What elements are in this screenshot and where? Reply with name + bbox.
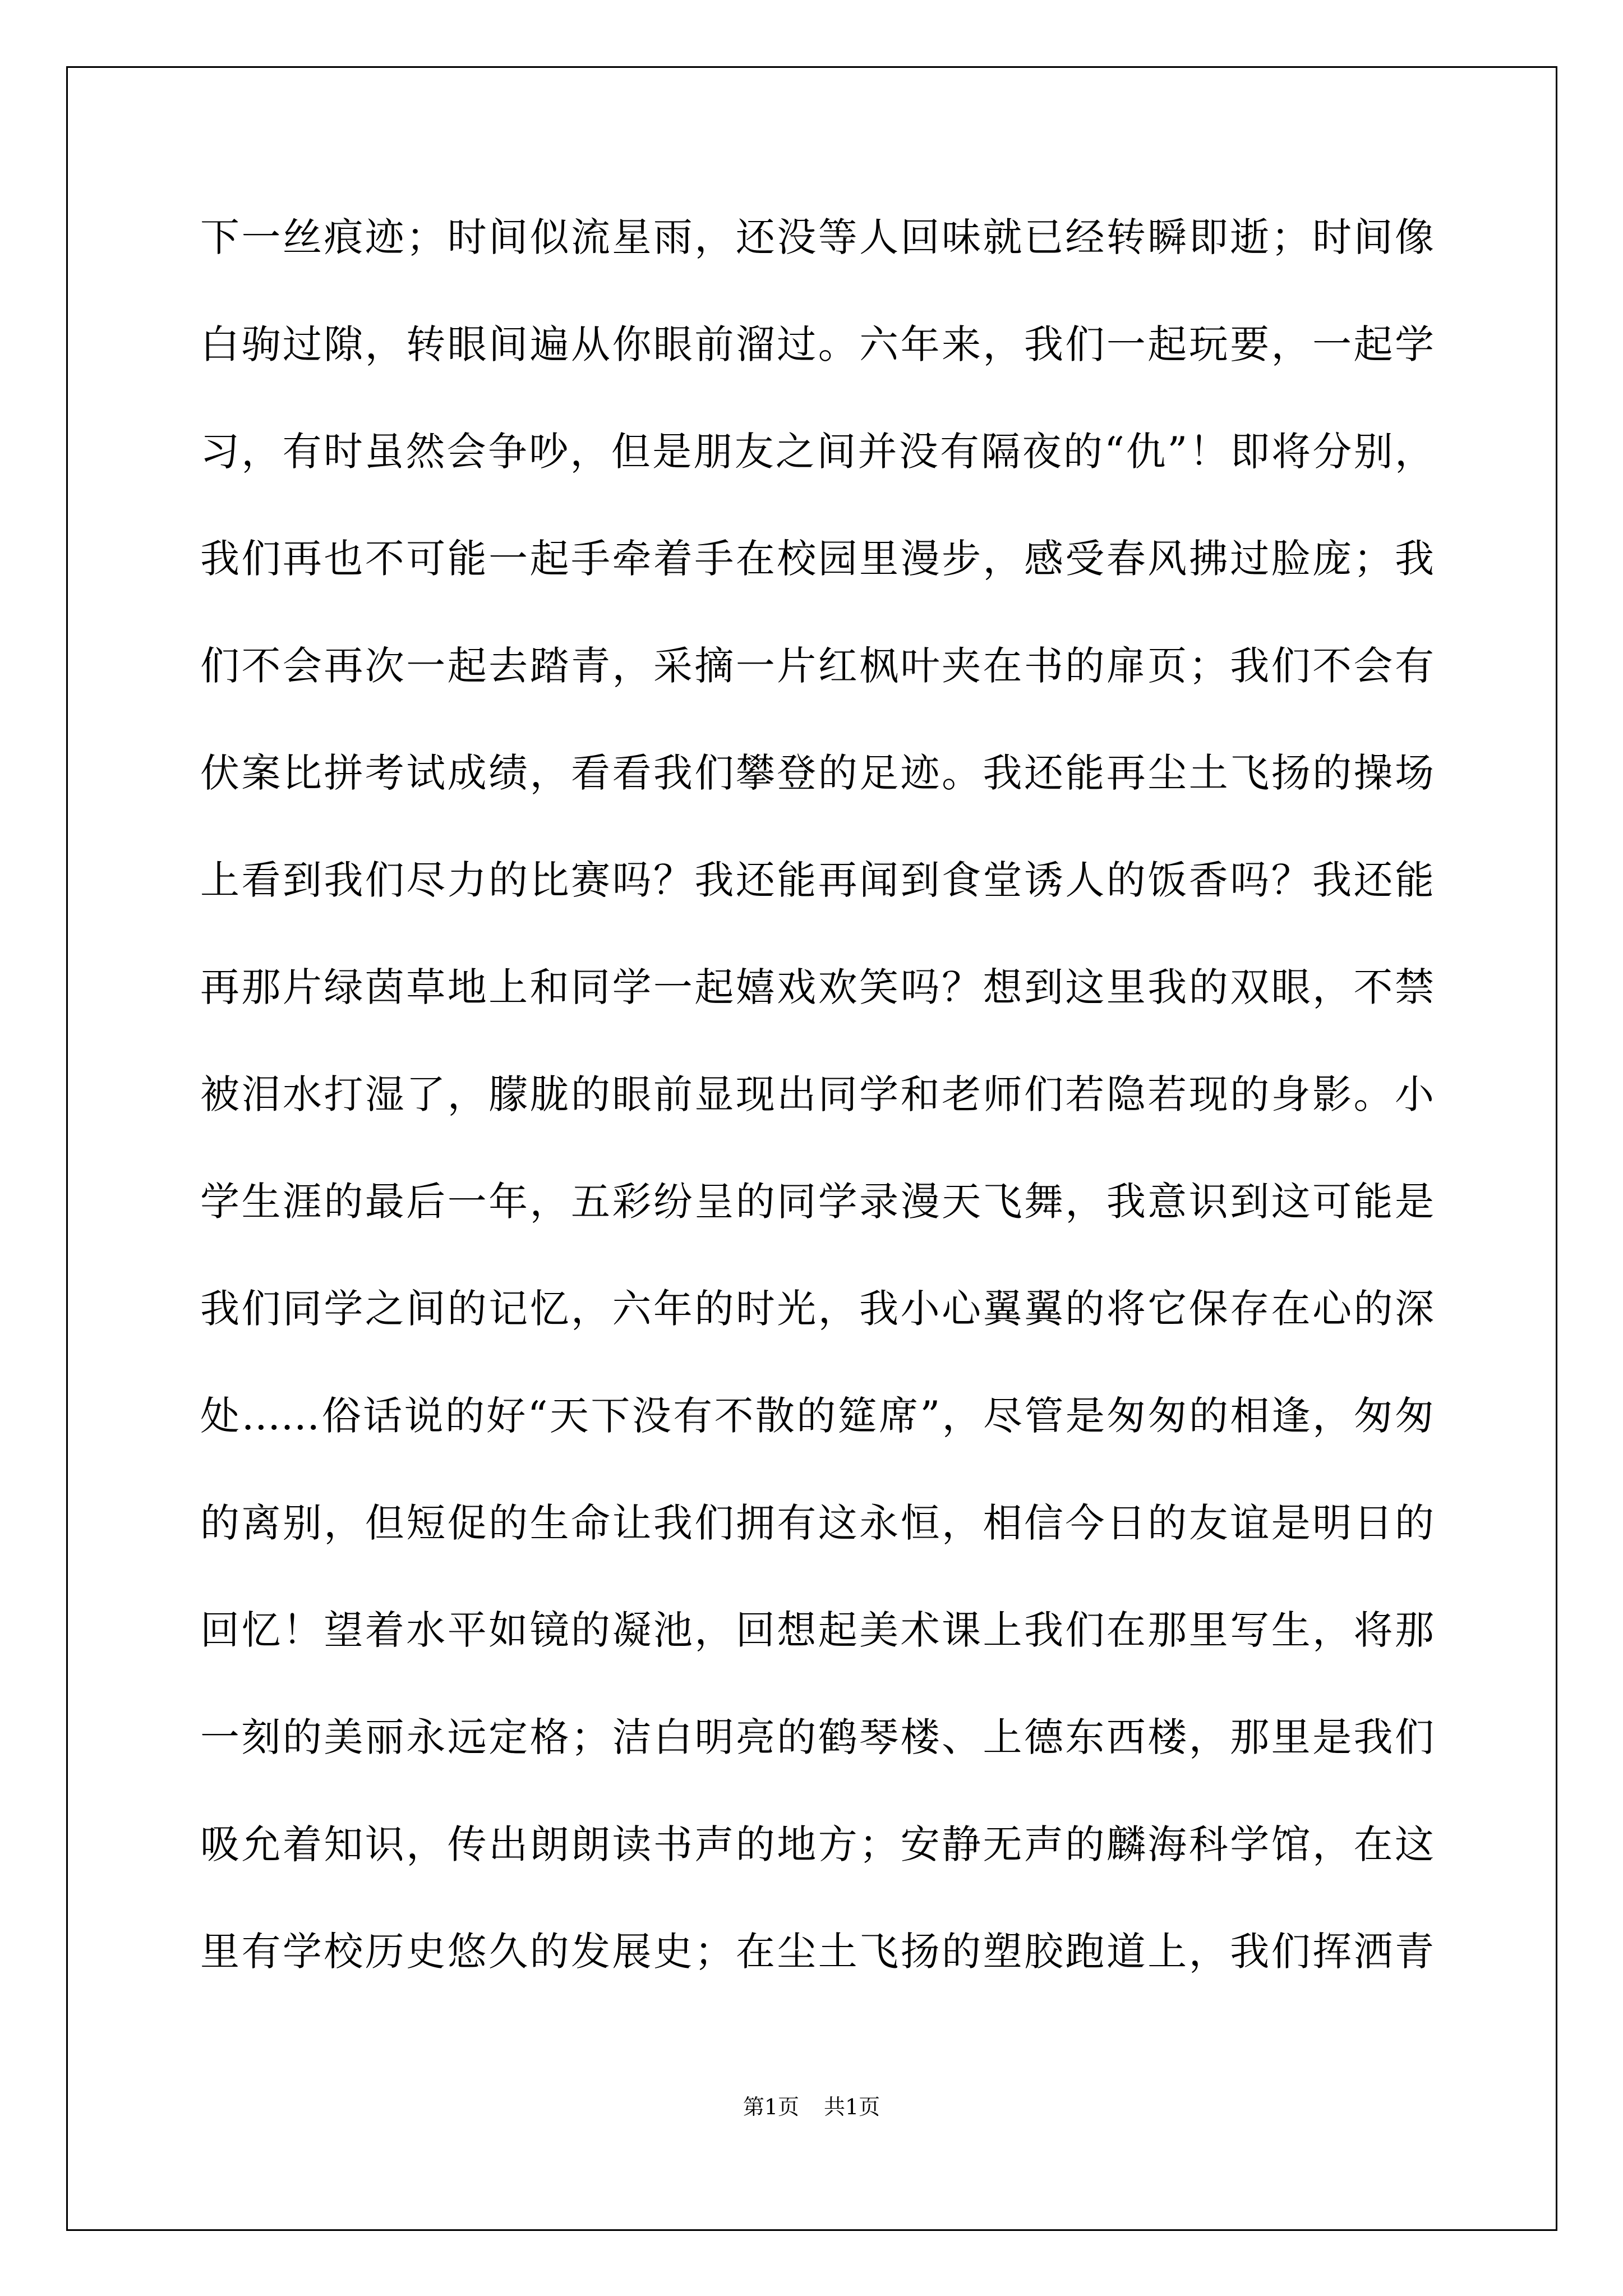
page-total: 共1页 [824, 2095, 880, 2119]
page-number: 第1页 [743, 2095, 799, 2119]
text-line: 我们同学之间的记忆，六年的时光，我小心翼翼的将它保存在心的深 [200, 1286, 1434, 1332]
text-line: 一刻的美丽永远定格；洁白明亮的鹤琴楼、上德东西楼，那里是我们 [200, 1714, 1434, 1760]
text-line: 们不会再次一起去踏青，采摘一片红枫叶夹在书的扉页；我们不会有 [200, 643, 1434, 689]
text-line: 吸允着知识，传出朗朗读书声的地方；安静无声的麟海科学馆，在这 [200, 1821, 1434, 1867]
text-line: 我们再也不可能一起手牵着手在校园里漫步，感受春风拂过脸庞；我 [200, 536, 1434, 582]
text-line: 的离别，但短促的生命让我们拥有这永恒，相信今日的友谊是明日的 [200, 1500, 1434, 1546]
text-line: 学生涯的最后一年，五彩纷呈的同学录漫天飞舞，我意识到这可能是 [200, 1179, 1434, 1225]
text-line: 伏案比拼考试成绩，看看我们攀登的足迹。我还能再尘土飞扬的操场 [200, 750, 1434, 796]
text-line: 再那片绿茵草地上和同学一起嬉戏欢笑吗？想到这里我的双眼，不禁 [200, 964, 1434, 1010]
text-line: 被泪水打湿了，朦胧的眼前显现出同学和老师们若隐若现的身影。小 [200, 1071, 1434, 1117]
text-line: 回忆！望着水平如镜的凝池，回想起美术课上我们在那里写生，将那 [200, 1607, 1434, 1653]
text-line: 处……俗话说的好“天下没有不散的筵席”，尽管是匆匆的相逢，匆匆 [200, 1393, 1434, 1439]
text-line: 习，有时虽然会争吵，但是朋友之间并没有隔夜的“仇”！即将分别， [200, 429, 1434, 475]
document-body [200, 214, 1434, 2039]
page-footer [0, 2093, 1623, 2120]
text-line: 白驹过隙，转眼间遍从你眼前溜过。六年来，我们一起玩要，一起学 [200, 321, 1434, 367]
text-line: 里有学校历史悠久的发展史；在尘土飞扬的塑胶跑道上，我们挥洒青 [200, 1929, 1434, 1975]
text-line: 下一丝痕迹；时间似流星雨，还没等人回味就已经转瞬即逝；时间像 [200, 214, 1434, 260]
text-line: 上看到我们尽力的比赛吗？我还能再闻到食堂诱人的饭香吗？我还能 [200, 857, 1434, 903]
